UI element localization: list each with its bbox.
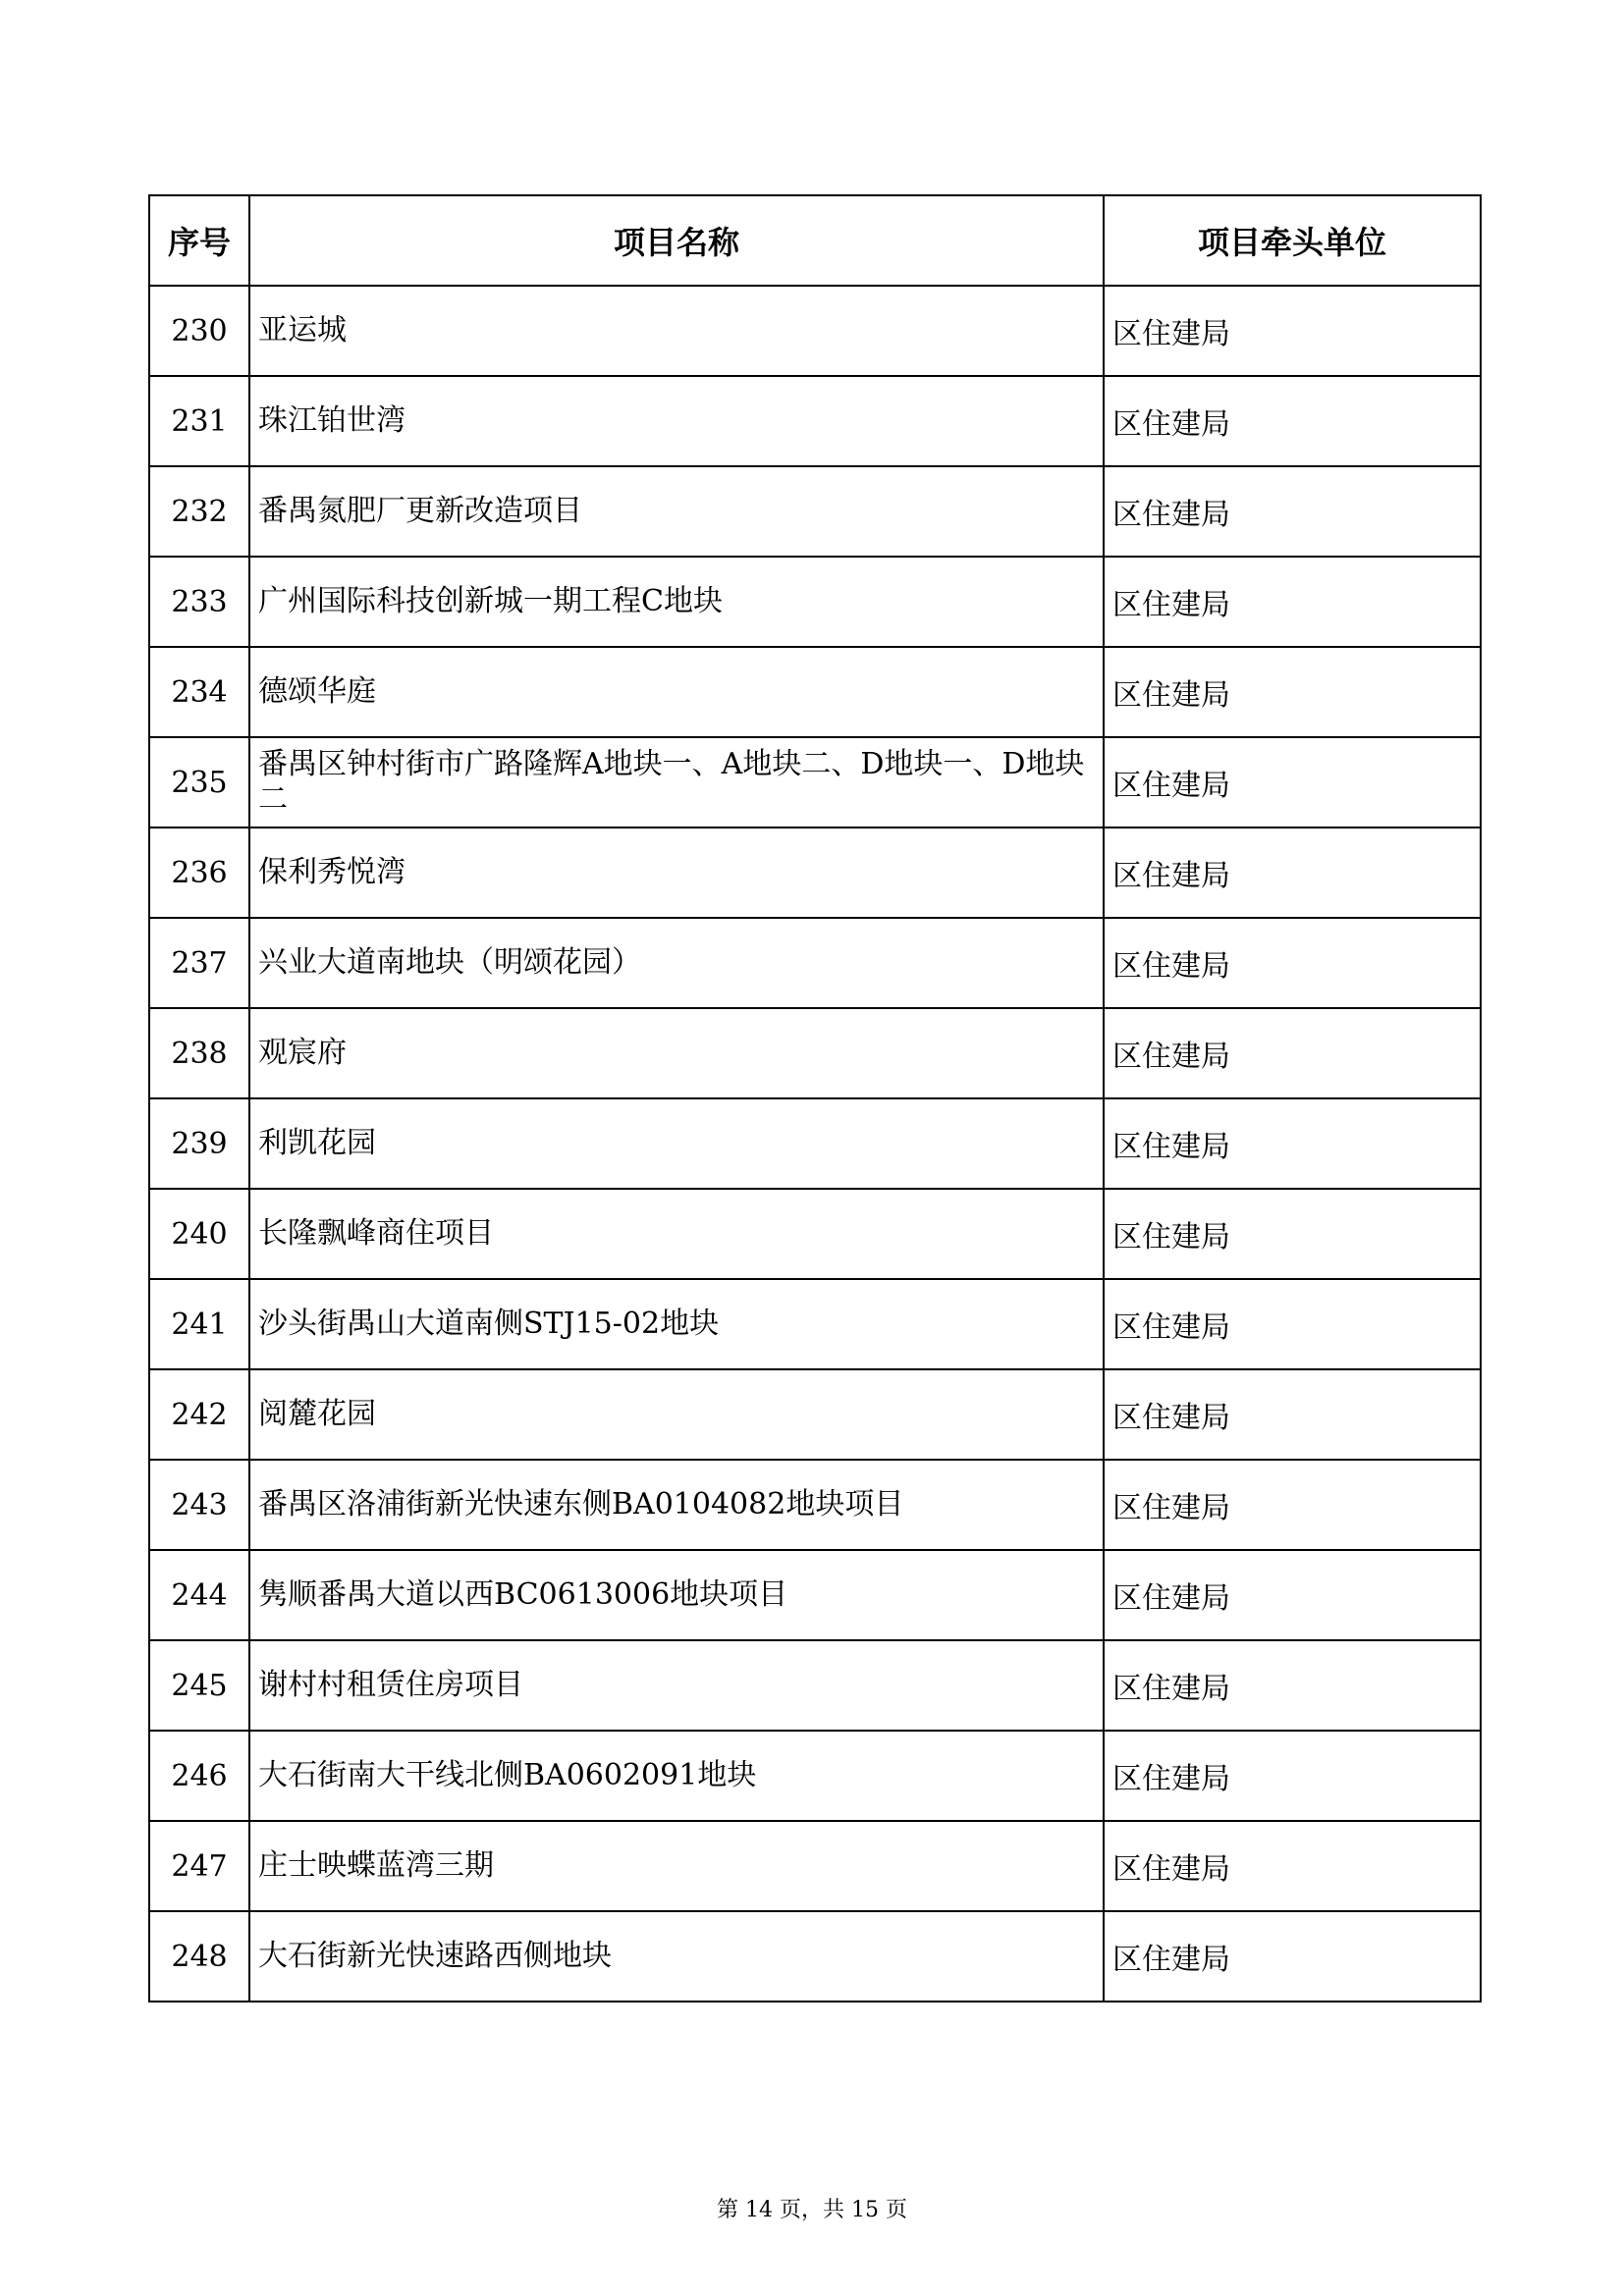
project-name-cell: 阅麓花园	[249, 1369, 1104, 1460]
lead-unit-cell: 区住建局	[1104, 1008, 1481, 1098]
project-name-cell: 大石街新光快速路西侧地块	[249, 1911, 1104, 2002]
lead-unit-cell: 区住建局	[1104, 1369, 1481, 1460]
project-name-cell: 观宸府	[249, 1008, 1104, 1098]
table-row	[149, 1731, 1481, 1821]
serial-number-cell: 242	[149, 1369, 249, 1460]
table-row	[149, 1911, 1481, 2002]
lead-unit-cell: 区住建局	[1104, 376, 1481, 466]
lead-unit-cell: 区住建局	[1104, 1460, 1481, 1550]
table-row	[149, 376, 1481, 466]
lead-unit-cell: 区住建局	[1104, 557, 1481, 647]
project-name-cell: 番禺区洛浦街新光快速东侧BA0104082地块项目	[249, 1460, 1104, 1550]
serial-number-cell: 231	[149, 376, 249, 466]
serial-number-cell: 237	[149, 918, 249, 1008]
serial-number-cell: 239	[149, 1098, 249, 1189]
project-name-cell: 珠江铂世湾	[249, 376, 1104, 466]
table-row	[149, 1640, 1481, 1731]
table-row	[149, 557, 1481, 647]
table-row	[149, 1189, 1481, 1279]
serial-number-cell: 244	[149, 1550, 249, 1640]
serial-number-cell: 230	[149, 286, 249, 376]
header-project-name: 项目名称	[249, 195, 1104, 286]
project-name-cell: 利凯花园	[249, 1098, 1104, 1189]
serial-number-cell: 238	[149, 1008, 249, 1098]
table-row	[149, 918, 1481, 1008]
table-row	[149, 1008, 1481, 1098]
table-row	[149, 1098, 1481, 1189]
table-row	[149, 1821, 1481, 1911]
project-name-cell: 庄士映蝶蓝湾三期	[249, 1821, 1104, 1911]
project-name-cell: 沙头街禺山大道南侧STJ15-02地块	[249, 1279, 1104, 1369]
project-name-cell: 亚运城	[249, 286, 1104, 376]
lead-unit-cell: 区住建局	[1104, 737, 1481, 828]
table-row	[149, 1550, 1481, 1640]
lead-unit-cell: 区住建局	[1104, 1911, 1481, 2002]
serial-number-cell: 246	[149, 1731, 249, 1821]
table-row	[149, 286, 1481, 376]
project-name-cell: 长隆飘峰商住项目	[249, 1189, 1104, 1279]
page-footer: 第 14 页，共 15 页	[717, 2198, 907, 2222]
lead-unit-cell: 区住建局	[1104, 1189, 1481, 1279]
table-body	[149, 286, 1481, 2002]
table-row	[149, 1279, 1481, 1369]
project-name-cell: 番禺区钟村街市广路隆辉A地块一、A地块二、D地块一、D地块二	[249, 737, 1104, 828]
lead-unit-cell: 区住建局	[1104, 647, 1481, 737]
serial-number-cell: 232	[149, 466, 249, 557]
lead-unit-cell: 区住建局	[1104, 918, 1481, 1008]
lead-unit-cell: 区住建局	[1104, 1550, 1481, 1640]
serial-number-cell: 234	[149, 647, 249, 737]
header-serial-number: 序号	[149, 195, 249, 286]
lead-unit-cell: 区住建局	[1104, 1731, 1481, 1821]
serial-number-cell: 248	[149, 1911, 249, 2002]
serial-number-cell: 241	[149, 1279, 249, 1369]
table-row	[149, 737, 1481, 828]
table-row	[149, 828, 1481, 918]
table-header-row	[149, 195, 1481, 286]
lead-unit-cell: 区住建局	[1104, 286, 1481, 376]
project-name-cell: 德颂华庭	[249, 647, 1104, 737]
project-table	[148, 194, 1482, 2002]
project-name-cell: 兴业大道南地块（明颂花园）	[249, 918, 1104, 1008]
project-name-cell: 谢村村租赁住房项目	[249, 1640, 1104, 1731]
lead-unit-cell: 区住建局	[1104, 1279, 1481, 1369]
project-name-cell: 保利秀悦湾	[249, 828, 1104, 918]
project-name-cell: 隽顺番禺大道以西BC0613006地块项目	[249, 1550, 1104, 1640]
serial-number-cell: 247	[149, 1821, 249, 1911]
serial-number-cell: 240	[149, 1189, 249, 1279]
serial-number-cell: 243	[149, 1460, 249, 1550]
serial-number-cell: 245	[149, 1640, 249, 1731]
lead-unit-cell: 区住建局	[1104, 828, 1481, 918]
table-row	[149, 1369, 1481, 1460]
serial-number-cell: 235	[149, 737, 249, 828]
serial-number-cell: 233	[149, 557, 249, 647]
project-name-cell: 广州国际科技创新城一期工程C地块	[249, 557, 1104, 647]
project-name-cell: 番禺氮肥厂更新改造项目	[249, 466, 1104, 557]
header-lead-unit: 项目牵头单位	[1104, 195, 1481, 286]
lead-unit-cell: 区住建局	[1104, 466, 1481, 557]
table-row	[149, 647, 1481, 737]
table-row	[149, 466, 1481, 557]
serial-number-cell: 236	[149, 828, 249, 918]
lead-unit-cell: 区住建局	[1104, 1098, 1481, 1189]
lead-unit-cell: 区住建局	[1104, 1640, 1481, 1731]
project-name-cell: 大石街南大干线北侧BA0602091地块	[249, 1731, 1104, 1821]
lead-unit-cell: 区住建局	[1104, 1821, 1481, 1911]
table-row	[149, 1460, 1481, 1550]
